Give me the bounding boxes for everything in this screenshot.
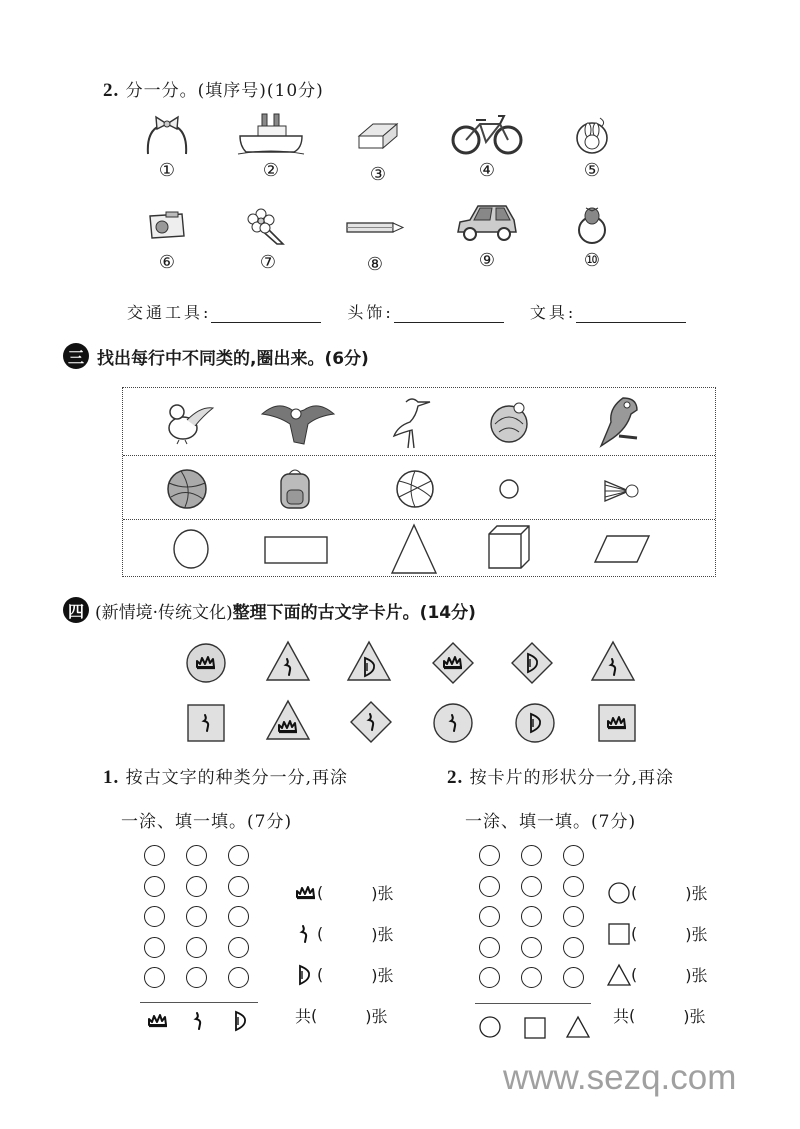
triangle-shape-icon[interactable] <box>389 523 439 575</box>
crane-icon[interactable] <box>388 392 434 452</box>
headband-icon <box>142 114 192 156</box>
item-number: ⑦ <box>259 252 277 273</box>
item-pencil <box>335 210 415 275</box>
item-number: ⑩ <box>583 250 601 271</box>
section-4-title: (新情境·传统文化)整理下面的古文字卡片。(14分) <box>95 602 476 623</box>
tally-bubble[interactable] <box>479 876 500 897</box>
tally-bubble[interactable] <box>521 967 542 988</box>
card-circle-man <box>432 702 474 744</box>
tally-bubble[interactable] <box>228 876 249 897</box>
watermark: www.sezq.com <box>503 1058 737 1097</box>
section-3-title: 找出每行中不同类的,圈出来。(6分) <box>97 348 369 369</box>
circle-shape-icon[interactable] <box>171 528 213 570</box>
item-number: ④ <box>478 160 496 181</box>
tally-bubble[interactable] <box>144 845 165 866</box>
eraser-icon <box>353 118 403 154</box>
shuttlecock-icon[interactable] <box>601 473 641 507</box>
item-strawberry-hair-tie <box>552 204 632 271</box>
fire-glyph-icon <box>146 1011 170 1031</box>
card-diamond-moon <box>510 641 554 685</box>
answer-man-count: ( )张 <box>295 913 394 954</box>
item-number: ① <box>158 160 176 181</box>
tally-bubble[interactable] <box>228 906 249 927</box>
card-triangle-moon <box>346 640 392 682</box>
question-number: 2. <box>103 80 120 101</box>
section-4-header <box>63 597 476 623</box>
tally-bubble[interactable] <box>521 937 542 958</box>
card-triangle-man-2 <box>590 640 636 682</box>
grid-divider <box>475 1003 591 1004</box>
card-triangle-man <box>265 640 311 682</box>
circle-shape-icon <box>607 881 631 905</box>
answers-glyph-type <box>295 872 394 1036</box>
square-shape-icon <box>607 922 631 946</box>
car-icon <box>452 200 522 246</box>
tally-bubble[interactable] <box>479 845 500 866</box>
section-4-badge: 四 <box>63 597 89 623</box>
item-number: ⑧ <box>366 254 384 275</box>
parrot-icon[interactable] <box>593 392 645 450</box>
section-4-tag: (新情境·传统文化) <box>95 602 233 623</box>
item-eraser <box>338 118 418 185</box>
section-3-header <box>63 343 369 369</box>
tally-bubble[interactable] <box>144 937 165 958</box>
card-diamond-man <box>349 700 393 744</box>
tally-bubble[interactable] <box>186 906 207 927</box>
answer-fire-count: ( )张 <box>295 872 394 913</box>
moon-glyph-icon <box>230 1009 250 1033</box>
section-3-badge: 三 <box>63 343 89 369</box>
basketball-icon[interactable] <box>165 467 209 511</box>
tally-bubble[interactable] <box>563 967 584 988</box>
pencil-icon <box>343 210 407 244</box>
item-ship <box>231 112 311 181</box>
answer-circle-count: ( )张 <box>607 872 708 913</box>
fire-glyph-icon <box>295 884 317 902</box>
headwear-answer-blank[interactable] <box>394 304 504 323</box>
answers-shape-type <box>607 872 708 1036</box>
odd-one-out-table <box>122 387 716 577</box>
category-transport: 交通工具: <box>127 300 321 323</box>
tally-bubble[interactable] <box>228 967 249 988</box>
bunny-hair-tie-icon <box>572 114 612 156</box>
parallelogram-shape-icon[interactable] <box>593 534 651 564</box>
tally-bubble[interactable] <box>228 845 249 866</box>
tally-bubble[interactable] <box>144 906 165 927</box>
grid-divider <box>140 1002 258 1003</box>
ship-icon <box>236 112 306 156</box>
tally-bubble[interactable] <box>186 967 207 988</box>
square-shape-label-icon <box>523 1016 547 1040</box>
card-square-fire <box>597 703 637 743</box>
category-stationery: 文具: <box>530 300 686 323</box>
tally-bubble[interactable] <box>186 845 207 866</box>
row-birds <box>123 388 715 456</box>
answer-total-count: 共 ( )张 <box>613 1006 706 1026</box>
sub-question-1: 1. 按古文字的种类分一分,再涂 一涂、填一填。(7分) <box>103 767 349 832</box>
eagle-icon[interactable] <box>258 396 338 448</box>
item-number: ③ <box>369 164 387 185</box>
tally-bubble[interactable] <box>521 845 542 866</box>
man-glyph-icon <box>188 1009 208 1033</box>
card-circle-fire <box>185 642 227 684</box>
row-balls <box>123 456 715 520</box>
category-headwear: 头饰: <box>347 300 503 323</box>
moon-glyph-icon <box>295 964 317 986</box>
tally-bubble[interactable] <box>563 937 584 958</box>
answer-square-count: ( )张 <box>607 913 708 954</box>
item-car <box>447 200 527 271</box>
bicycle-icon <box>450 112 524 156</box>
tally-grid-glyph-type <box>144 845 264 1035</box>
tally-bubble[interactable] <box>521 906 542 927</box>
item-flower-hairclip <box>228 206 308 273</box>
answer-triangle-count: ( )张 <box>607 954 708 995</box>
strawberry-hair-tie-icon <box>572 204 612 246</box>
small-ball-icon[interactable] <box>498 478 520 500</box>
circle-shape-label-icon <box>479 1015 503 1039</box>
tally-bubble[interactable] <box>479 967 500 988</box>
item-number: ⑤ <box>583 160 601 181</box>
item-number: ⑥ <box>158 252 176 273</box>
answer-total-count: 共 ( )张 <box>295 1006 388 1026</box>
tally-bubble[interactable] <box>479 906 500 927</box>
answer-moon-count: ( )张 <box>295 954 394 995</box>
category-answers <box>127 300 686 323</box>
tally-bubble[interactable] <box>563 845 584 866</box>
rectangle-shape-icon[interactable] <box>263 535 329 565</box>
question-text: 分一分。(填序号)(10分) <box>125 81 324 101</box>
card-triangle-fire <box>265 699 311 741</box>
item-number: ② <box>262 160 280 181</box>
flower-hairclip-icon <box>243 206 293 246</box>
cube-shape-icon[interactable] <box>487 524 531 572</box>
tally-bubble[interactable] <box>563 906 584 927</box>
item-bunny-hair-tie <box>552 114 632 181</box>
triangle-shape-icon <box>607 963 631 987</box>
card-circle-moon <box>514 702 556 744</box>
tally-bubble[interactable] <box>479 937 500 958</box>
backpack-icon[interactable] <box>275 466 315 512</box>
tally-bubble[interactable] <box>521 876 542 897</box>
card-diamond-fire <box>431 641 475 685</box>
question-2-title <box>103 76 324 102</box>
card-square-man <box>186 703 226 743</box>
tally-bubble[interactable] <box>228 937 249 958</box>
row-shapes <box>123 520 715 576</box>
chameleon-icon[interactable] <box>487 396 537 448</box>
pencil-sharpener-icon <box>142 206 192 244</box>
tally-bubble[interactable] <box>186 937 207 958</box>
sub-question-2: 2. 按卡片的形状分一分,再涂 一涂、填一填。(7分) <box>447 767 675 832</box>
item-pencil-sharpener <box>127 206 207 273</box>
tally-bubble[interactable] <box>144 876 165 897</box>
item-headband <box>127 114 207 181</box>
item-bicycle <box>447 112 527 181</box>
pigeon-icon[interactable] <box>161 398 217 448</box>
man-glyph-icon <box>295 923 317 945</box>
transport-answer-blank[interactable] <box>211 304 321 323</box>
tally-bubble[interactable] <box>563 876 584 897</box>
tally-bubble[interactable] <box>186 876 207 897</box>
tally-grid-shape-type <box>479 845 599 1035</box>
item-number: ⑨ <box>478 250 496 271</box>
triangle-shape-label-icon <box>565 1015 591 1039</box>
tally-bubble[interactable] <box>144 967 165 988</box>
volleyball-icon[interactable] <box>393 467 437 511</box>
stationery-answer-blank[interactable] <box>576 304 686 323</box>
